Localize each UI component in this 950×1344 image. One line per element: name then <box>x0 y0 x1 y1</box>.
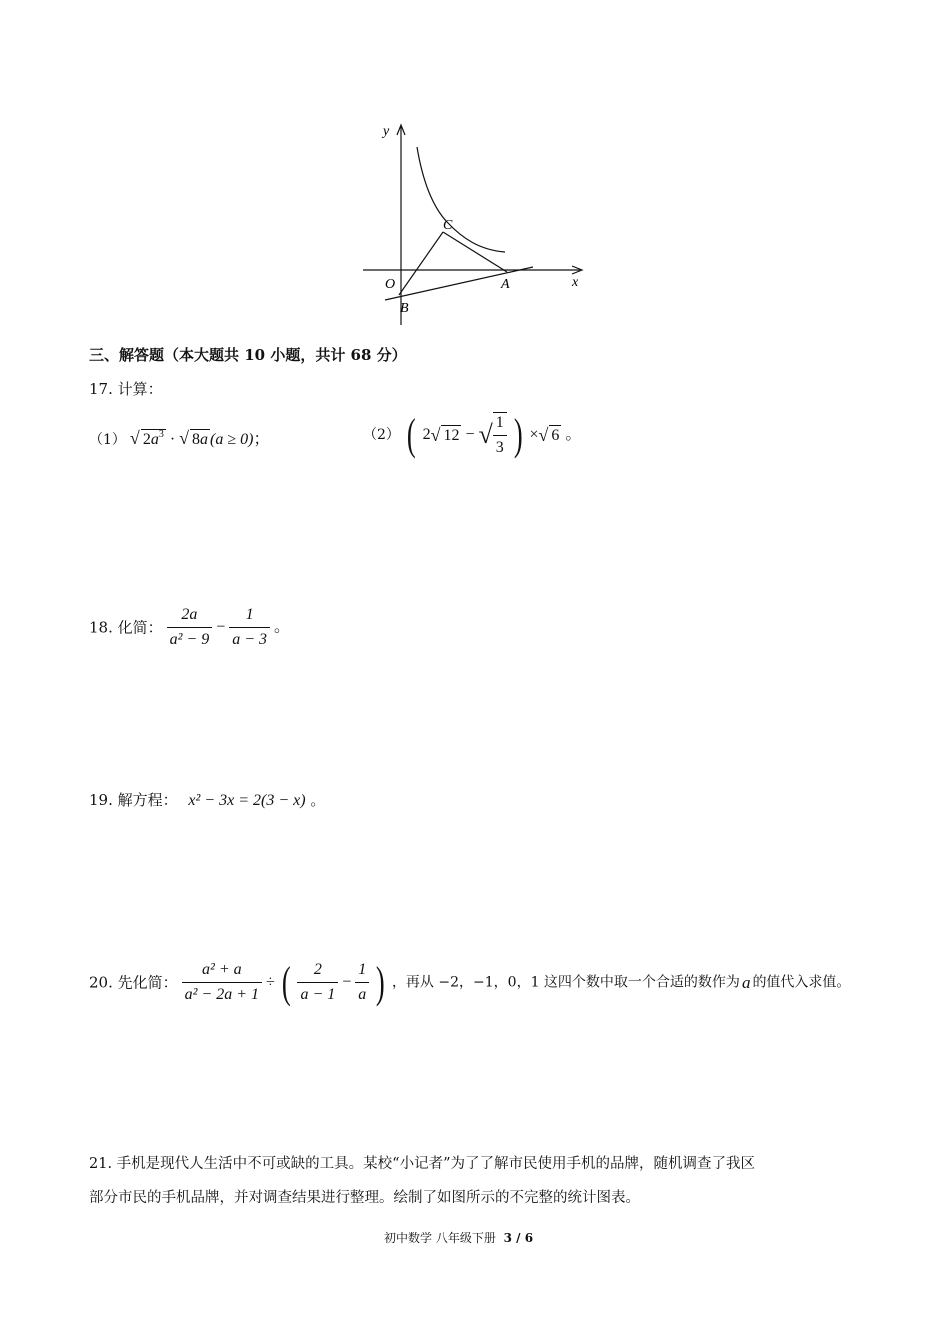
q17-p1-condition: (a ≥ 0) <box>210 431 254 448</box>
q20-f2-num: 2 <box>313 961 322 978</box>
q17-p1-var: a <box>150 431 159 448</box>
q18-f2-num: 1 <box>245 606 254 623</box>
q19 <box>89 790 325 811</box>
q20-f1-den: a² − 2a + 1 <box>182 982 262 1005</box>
q17-p2-den: 3 <box>493 435 507 458</box>
point-c-label: C <box>443 218 453 233</box>
q17-p1-coef: 2 <box>142 431 151 448</box>
q19-end: 。 <box>310 791 326 809</box>
q20-fraction2 <box>297 960 338 1005</box>
q20-f2-den: a − 1 <box>297 982 338 1005</box>
q17-part1-label: （1） <box>89 432 126 448</box>
point-a-label: A <box>501 277 510 292</box>
q17-part1: （1） √ $2a^3$ · √ 8a (a ≥ 0)； <box>89 428 269 452</box>
q20-tail-var: a <box>741 972 751 992</box>
q20-minus: − <box>342 973 352 991</box>
q17-p2-coef: 2 <box>422 426 431 443</box>
q17-p2-radicand1: 12 <box>443 426 460 444</box>
q17-p2-minus: − <box>465 426 475 443</box>
q17-p2-fraction <box>493 412 507 458</box>
geometry-figure <box>355 115 595 330</box>
q20-tail-part2: 的值代入求值。 <box>752 974 851 991</box>
q18-minus: − <box>216 618 226 636</box>
q20-f3-num: 1 <box>358 961 367 978</box>
segment-ca <box>443 232 507 272</box>
q20: 20. 先化简： $\frac{\text{a² + a}}{\text{a² − 2a + 1}}$ ÷ ( $\frac{2}{a - 1}$ − $\frac{1}{a}$ ) ，再从 −2，−1，0，1 这四个数中取一个合适的数作为 a 的值代入求值。 <box>89 957 851 1007</box>
q21-line1: 21. 手机是现代人生活中不可或缺的工具。某校“小记者”为了了解市民使用手机的品牌，随机调查了我区 <box>89 1156 755 1172</box>
q17-p2-radicand2: 6 <box>551 426 560 444</box>
q18-f1-num: 2a <box>181 606 198 623</box>
footer-subject: 初中数学 八年级下册 <box>384 1231 496 1245</box>
q17-part2: （2） ( 2√ 12 − √ $\frac{1}{3}$ ) ×√ 6 。 <box>363 410 582 459</box>
q18-f2-den: a − 3 <box>229 627 270 650</box>
x-axis-label: x <box>572 275 579 290</box>
q18-end: 。 <box>274 618 291 636</box>
q19-equation: x² − 3x = 2(3 − x) <box>188 792 306 809</box>
q17-p2-num: 1 <box>495 414 504 431</box>
q18-fraction2 <box>229 605 270 650</box>
q17-p2-end: 。 <box>565 426 582 443</box>
q17-p2-times: × <box>529 426 539 443</box>
section-title: 三、解答题（本大题共 10 小题，共计 68 分） <box>89 346 407 364</box>
q17-part2-label: （2） <box>363 427 400 443</box>
q17-label: 17. 计算： <box>89 380 163 398</box>
q17-p1-end: ； <box>253 431 270 448</box>
footer-page-number: 3 / 6 <box>503 1231 534 1245</box>
y-axis-label: y <box>383 124 390 139</box>
page-footer <box>384 1228 533 1248</box>
q20-div: ÷ <box>266 973 275 991</box>
q20-fraction1 <box>182 960 262 1005</box>
q18-fraction1 <box>167 605 213 650</box>
q21-line2: 部分市民的手机品牌，并对调查结果进行整理。绘制了如图所示的不完整的统计图表。 <box>89 1190 640 1206</box>
q17-p1-radicand: 8 <box>192 431 201 448</box>
segment-bc <box>399 232 443 295</box>
q19-label: 19. 解方程： <box>89 791 178 809</box>
point-b-label: B <box>400 301 409 316</box>
q20-f3-den: a <box>355 982 369 1005</box>
q18 <box>89 605 290 650</box>
q17-p1-exp: 3 <box>158 429 164 440</box>
q20-label: 20. 先化简： <box>89 973 178 992</box>
hyperbola-curve <box>417 147 505 252</box>
q18-f1-den: a² − 9 <box>167 627 213 650</box>
q20-tail-part1: ，再从 −2，−1，0，1 这四个数中取一个合适的数作为 <box>391 974 740 991</box>
q17-p1-dot: · <box>169 431 176 448</box>
q20-f1-num: a² + a <box>202 961 242 978</box>
q18-label: 18. 化简： <box>89 618 163 637</box>
q20-fraction3 <box>355 960 369 1005</box>
origin-label: O <box>385 277 396 292</box>
